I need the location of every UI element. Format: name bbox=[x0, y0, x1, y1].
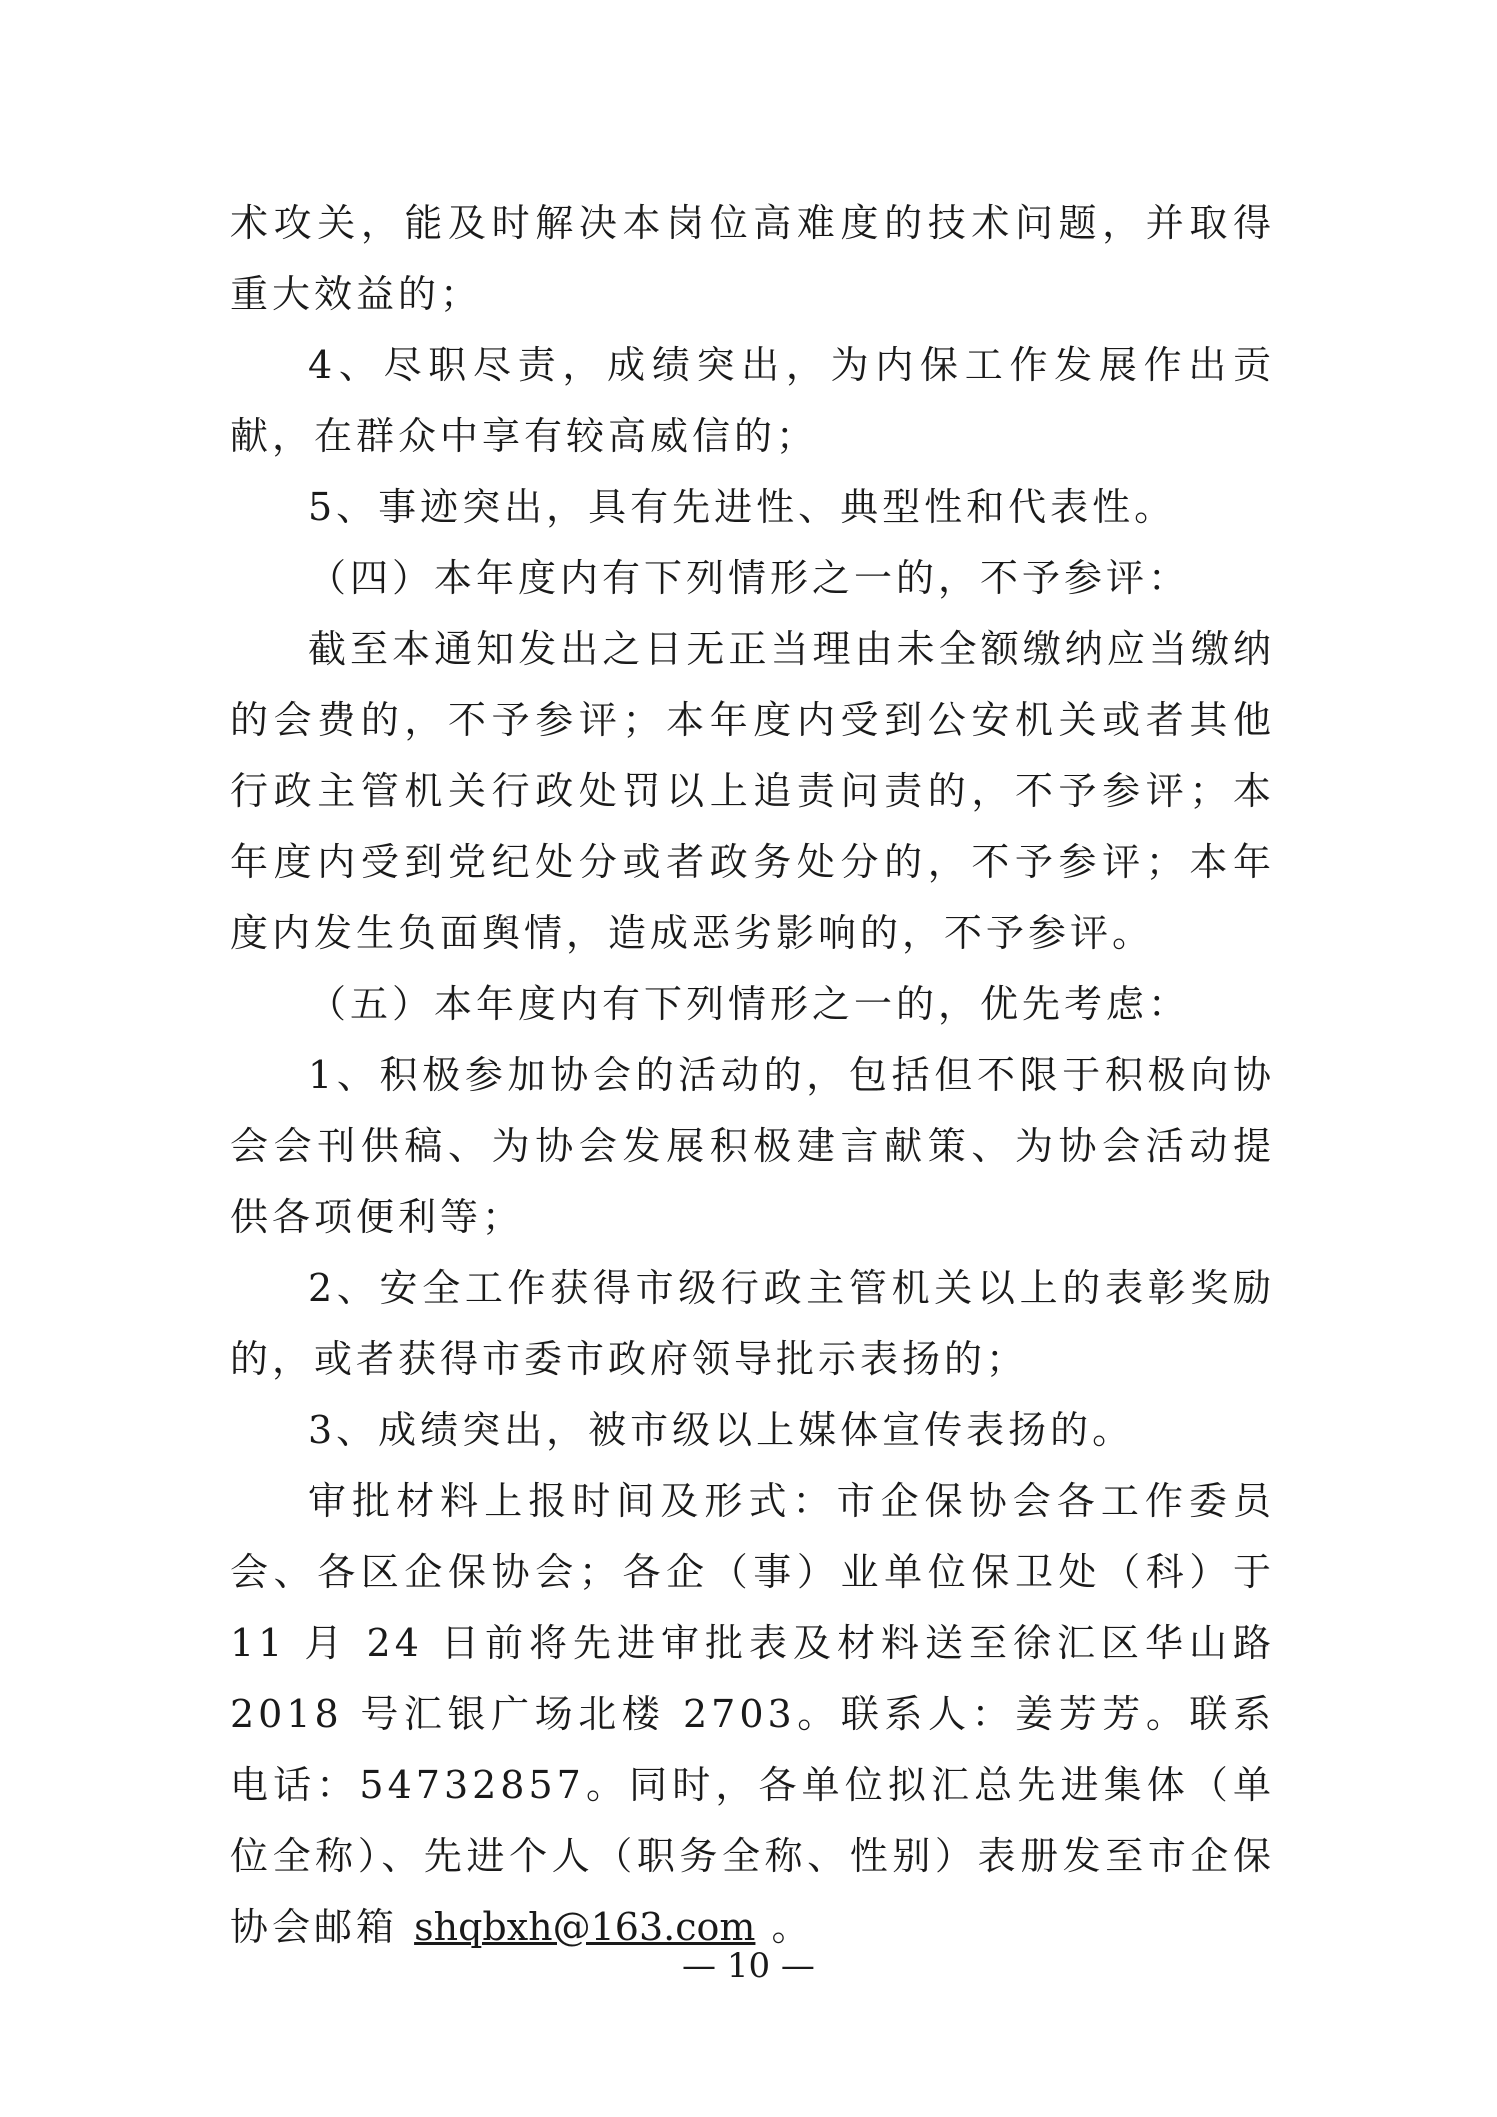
email-link[interactable]: shqbxh@163.com bbox=[414, 1905, 756, 1949]
page-number: — 10 — bbox=[682, 1946, 815, 1986]
paragraph-item-4: 4、尽职尽责，成绩突出，为内保工作发展作出贡献，在群众中享有较高威信的； bbox=[230, 343, 1275, 458]
section-heading-5: （五）本年度内有下列情形之一的，优先考虑： bbox=[308, 982, 1191, 1026]
submission-end: 。 bbox=[755, 1905, 814, 1949]
paragraph-priority-1: 1、积极参加协会的活动的，包括但不限于积极向协会会刊供稿、为协会发展积极建言献策、为协会活动提供各项便利等； bbox=[230, 1053, 1275, 1239]
submission-text: 审批材料上报时间及形式：市企保协会各工作委员会、各区企保协会；各企（事）业单位保卫处（科）于 11 月 24 日前将先进审批表及材料送至徐汇区华山路 2018 号汇银广场北楼 2703。联系人：姜芳芳。联系电话：54732857。同时，各单位拟汇总先进集体（单位全称）、先进个人（职务全称、性别）表册发至市企保协会邮箱 bbox=[230, 1479, 1275, 1949]
paragraph-priority-2: 2、安全工作获得市级行政主管机关以上的表彰奖励的，或者获得市委市政府领导批示表扬的； bbox=[230, 1266, 1275, 1381]
paragraph-exclusions: 截至本通知发出之日无正当理由未全额缴纳应当缴纳的会费的，不予参评；本年度内受到公安机关或者其他行政主管机关行政处罚以上追责问责的，不予参评；本年度内受到党纪处分或者政务处分的，不予参评；本年度内发生负面舆情，造成恶劣影响的，不予参评。 bbox=[230, 627, 1275, 955]
paragraph-item-5: 5、事迹突出，具有先进性、典型性和代表性。 bbox=[308, 485, 1177, 529]
section-heading-4: （四）本年度内有下列情形之一的，不予参评： bbox=[308, 556, 1191, 600]
document-body bbox=[230, 188, 1275, 1963]
paragraph-priority-3: 3、成绩突出，被市级以上媒体宣传表扬的。 bbox=[308, 1408, 1135, 1452]
paragraph-submission bbox=[230, 1466, 1275, 1963]
paragraph-continuation: 术攻关，能及时解决本岗位高难度的技术问题，并取得重大效益的； bbox=[230, 201, 1275, 316]
